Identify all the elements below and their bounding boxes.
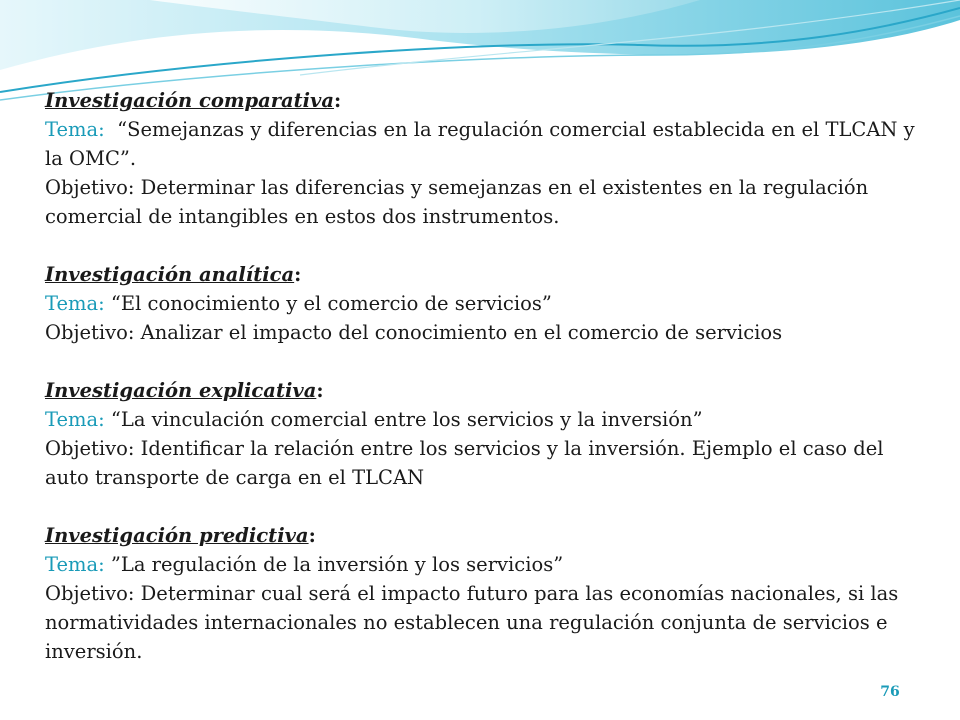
- heading-colon: :: [308, 524, 316, 547]
- tema-text: “El conocimiento y el comercio de servicios”: [104, 292, 552, 315]
- tema-text: “La vinculación comercial entre los servicios y la inversión”: [104, 408, 703, 431]
- tema-text: ”La regulación de la inversión y los servicios”: [104, 553, 564, 576]
- section-heading-line: [45, 521, 925, 550]
- tema-label: Tema:: [45, 292, 105, 315]
- heading-colon: :: [316, 379, 324, 402]
- tema-label: Tema:: [45, 118, 105, 141]
- objetivo-text: Objetivo: Determinar las diferencias y semejanzas en el existentes en la regulación comercial de intangibles en estos dos instrumentos.: [45, 176, 869, 228]
- section-heading-line: [45, 86, 925, 115]
- tema-line: [45, 289, 925, 318]
- tema-line: [45, 115, 925, 173]
- tema-line: [45, 550, 925, 579]
- tema-line: [45, 405, 925, 434]
- tema-label: Tema:: [45, 553, 105, 576]
- research-section: [45, 376, 925, 492]
- objetivo-text: Objetivo: Identificar la relación entre los servicios y la inversión. Ejemplo el caso del auto transporte de carga en el TLCAN: [45, 437, 884, 489]
- section-heading: Investigación comparativa: [45, 89, 335, 112]
- research-section: [45, 86, 925, 231]
- page-number: 76: [880, 684, 900, 700]
- section-heading: Investigación analítica: [45, 263, 295, 286]
- heading-colon: :: [334, 89, 342, 112]
- heading-colon: :: [294, 263, 302, 286]
- section-heading-line: [45, 376, 925, 405]
- section-heading-line: [45, 260, 925, 289]
- tema-label: Tema:: [45, 408, 105, 431]
- research-section: [45, 521, 925, 666]
- section-heading: Investigación predictiva: [45, 524, 309, 547]
- research-section: [45, 260, 925, 347]
- objetivo-text: Objetivo: Determinar cual será el impacto futuro para las economías nacionales, si las normatividades internacionales no establecen una regulación conjunta de servicios e inversión.: [45, 582, 899, 663]
- tema-text: “Semejanzas y diferencias en la regulación comercial establecida en el TLCAN y la OMC”.: [45, 118, 921, 170]
- objetivo-text: Objetivo: Analizar el impacto del conocimiento en el comercio de servicios: [45, 321, 783, 344]
- section-heading: Investigación explicativa: [45, 379, 317, 402]
- slide-body: [45, 86, 925, 666]
